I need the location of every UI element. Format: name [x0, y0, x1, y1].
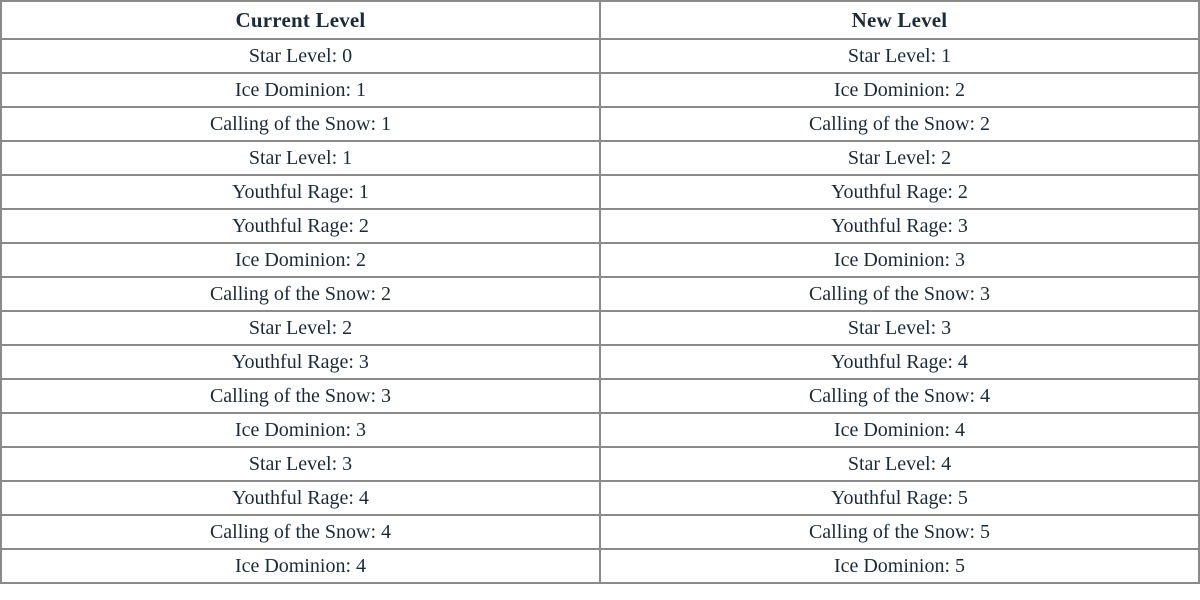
cell-current-level: Calling of the Snow: 2 — [0, 278, 600, 312]
table-row — [0, 244, 1200, 278]
cell-new-level: Youthful Rage: 2 — [600, 176, 1200, 210]
table-header — [0, 0, 1200, 40]
cell-current-level: Calling of the Snow: 3 — [0, 380, 600, 414]
cell-current-level: Star Level: 1 — [0, 142, 600, 176]
cell-current-level: Ice Dominion: 2 — [0, 244, 600, 278]
table-row — [0, 74, 1200, 108]
table-row — [0, 516, 1200, 550]
cell-new-level: Ice Dominion: 4 — [600, 414, 1200, 448]
table-row — [0, 210, 1200, 244]
table-row — [0, 312, 1200, 346]
cell-new-level: Star Level: 2 — [600, 142, 1200, 176]
table-row — [0, 448, 1200, 482]
cell-new-level: Youthful Rage: 4 — [600, 346, 1200, 380]
cell-current-level: Star Level: 3 — [0, 448, 600, 482]
cell-new-level: Calling of the Snow: 3 — [600, 278, 1200, 312]
cell-current-level: Star Level: 2 — [0, 312, 600, 346]
cell-current-level: Calling of the Snow: 1 — [0, 108, 600, 142]
table-row — [0, 108, 1200, 142]
table-row — [0, 176, 1200, 210]
cell-current-level: Calling of the Snow: 4 — [0, 516, 600, 550]
cell-new-level: Ice Dominion: 3 — [600, 244, 1200, 278]
cell-new-level: Star Level: 1 — [600, 40, 1200, 74]
column-header-current-level: Current Level — [0, 0, 600, 40]
table-row — [0, 380, 1200, 414]
cell-new-level: Star Level: 4 — [600, 448, 1200, 482]
cell-current-level: Ice Dominion: 1 — [0, 74, 600, 108]
cell-current-level: Star Level: 0 — [0, 40, 600, 74]
table-row — [0, 278, 1200, 312]
cell-current-level: Youthful Rage: 1 — [0, 176, 600, 210]
cell-current-level: Youthful Rage: 2 — [0, 210, 600, 244]
column-header-new-level: New Level — [600, 0, 1200, 40]
cell-current-level: Ice Dominion: 3 — [0, 414, 600, 448]
cell-new-level: Calling of the Snow: 5 — [600, 516, 1200, 550]
table-row — [0, 414, 1200, 448]
table-row — [0, 142, 1200, 176]
cell-new-level: Youthful Rage: 3 — [600, 210, 1200, 244]
cell-current-level: Ice Dominion: 4 — [0, 550, 600, 584]
table-row — [0, 482, 1200, 516]
cell-new-level: Calling of the Snow: 2 — [600, 108, 1200, 142]
table-header-row — [0, 0, 1200, 40]
table-row — [0, 550, 1200, 584]
table-row — [0, 346, 1200, 380]
cell-new-level: Star Level: 3 — [600, 312, 1200, 346]
cell-current-level: Youthful Rage: 3 — [0, 346, 600, 380]
cell-current-level: Youthful Rage: 4 — [0, 482, 600, 516]
cell-new-level: Calling of the Snow: 4 — [600, 380, 1200, 414]
cell-new-level: Ice Dominion: 5 — [600, 550, 1200, 584]
table-body — [0, 40, 1200, 584]
cell-new-level: Ice Dominion: 2 — [600, 74, 1200, 108]
table-row — [0, 40, 1200, 74]
cell-new-level: Youthful Rage: 5 — [600, 482, 1200, 516]
